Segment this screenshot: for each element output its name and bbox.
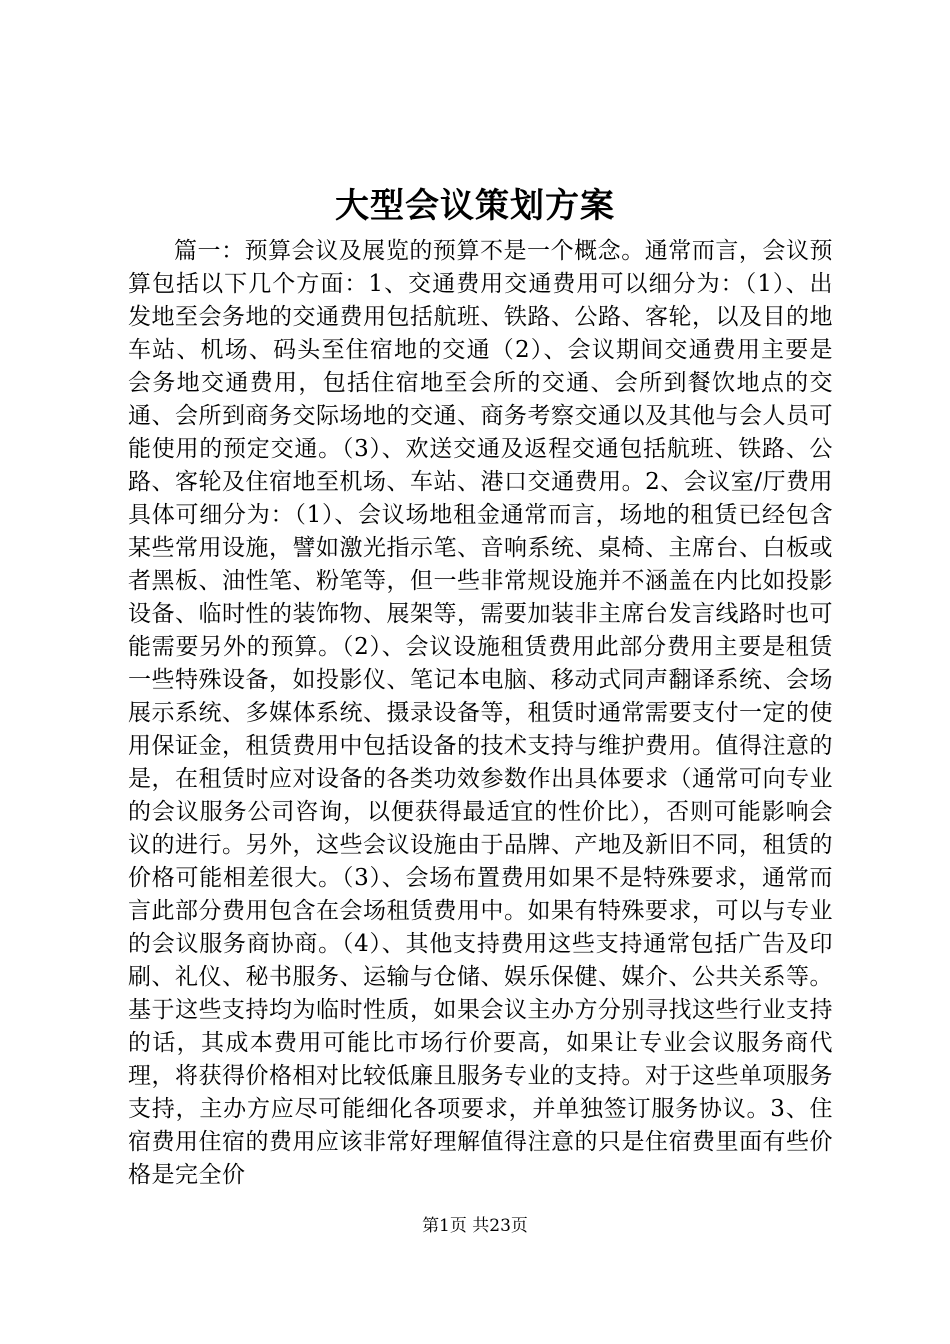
document-title: 大型会议策划方案 bbox=[335, 186, 615, 226]
page-number-footer: 第1页 共23页 bbox=[422, 1216, 528, 1236]
document-body-paragraph: 篇一：预算会议及展览的预算不是一个概念。通常而言，会议预算包括以下几个方面：1、交通费用交通费用可以细分为：（1）、出发地至会务地的交通费用包括航班、铁路、公路、客轮，以及目的地车站、机场、码头至住宿地的交通（2）、会议期间交通费用主要是会务地交通费用，包括住宿地至会所的交通、会所到餐饮地点的交通、会所到商务交际场地的交通、商务考察交通以及其他与会人员可能使用的预定交通。（3）、欢送交通及返程交通包括航班、铁路、公路、客轮及住宿地至机场、车站、港口交通费用。2、会议室/厅费用具体可细分为：（1）、会议场地租金通常而言，场地的租赁已经包含某些常用设施，譬如激光指示笔、音响系统、桌椅、主席台、白板或者黑板、油性笔、粉笔等，但一些非常规设施并不涵盖在内比如投影设备、临时性的装饰物、展架等，需要加装非主席台发言线路时也可能需要另外的预算。（2）、会议设施租赁费用此部分费用主要是租赁一些特殊设备，如投影仪、笔记本电脑、移动式同声翻译系统、会场展示系统、多媒体系统、摄录设备等，租赁时通常需要支付一定的使用保证金，租赁费用中包括设备的技术支持与维护费用。值得注意的是，在租赁时应对设备的各类功效参数作出具体要求（通常可向专业的会议服务公司咨询，以便获得最适宜的性价比），否则可能影响会议的进行。另外，这些会议设施由于品牌、产地及新旧不同，租赁的价格可能相差很大。（3）、会场布置费用如果不是特殊要求，通常而言此部分费用包含在会场租赁费用中。如果有特殊要求，可以与专业的会议服务商协商。（4）、其他支持费用这些支持通常包括广告及印刷、礼仪、秘书服务、运输与仓储、娱乐保健、媒介、公共关系等。基于这些支持均为临时性质，如果会议主办方分别寻找这些行业支持的话，其成本费用可能比市场行价要高，如果让专业会议服务商代理，将获得价格相对比较低廉且服务专业的支持。对于这些单项服务支持，主办方应尽可能细化各项要求，并单独签订服务协议。3、住宿费用住宿的费用应该非常好理解值得注意的只是住宿费里面有些价格是完全价 bbox=[128, 238, 833, 1188]
